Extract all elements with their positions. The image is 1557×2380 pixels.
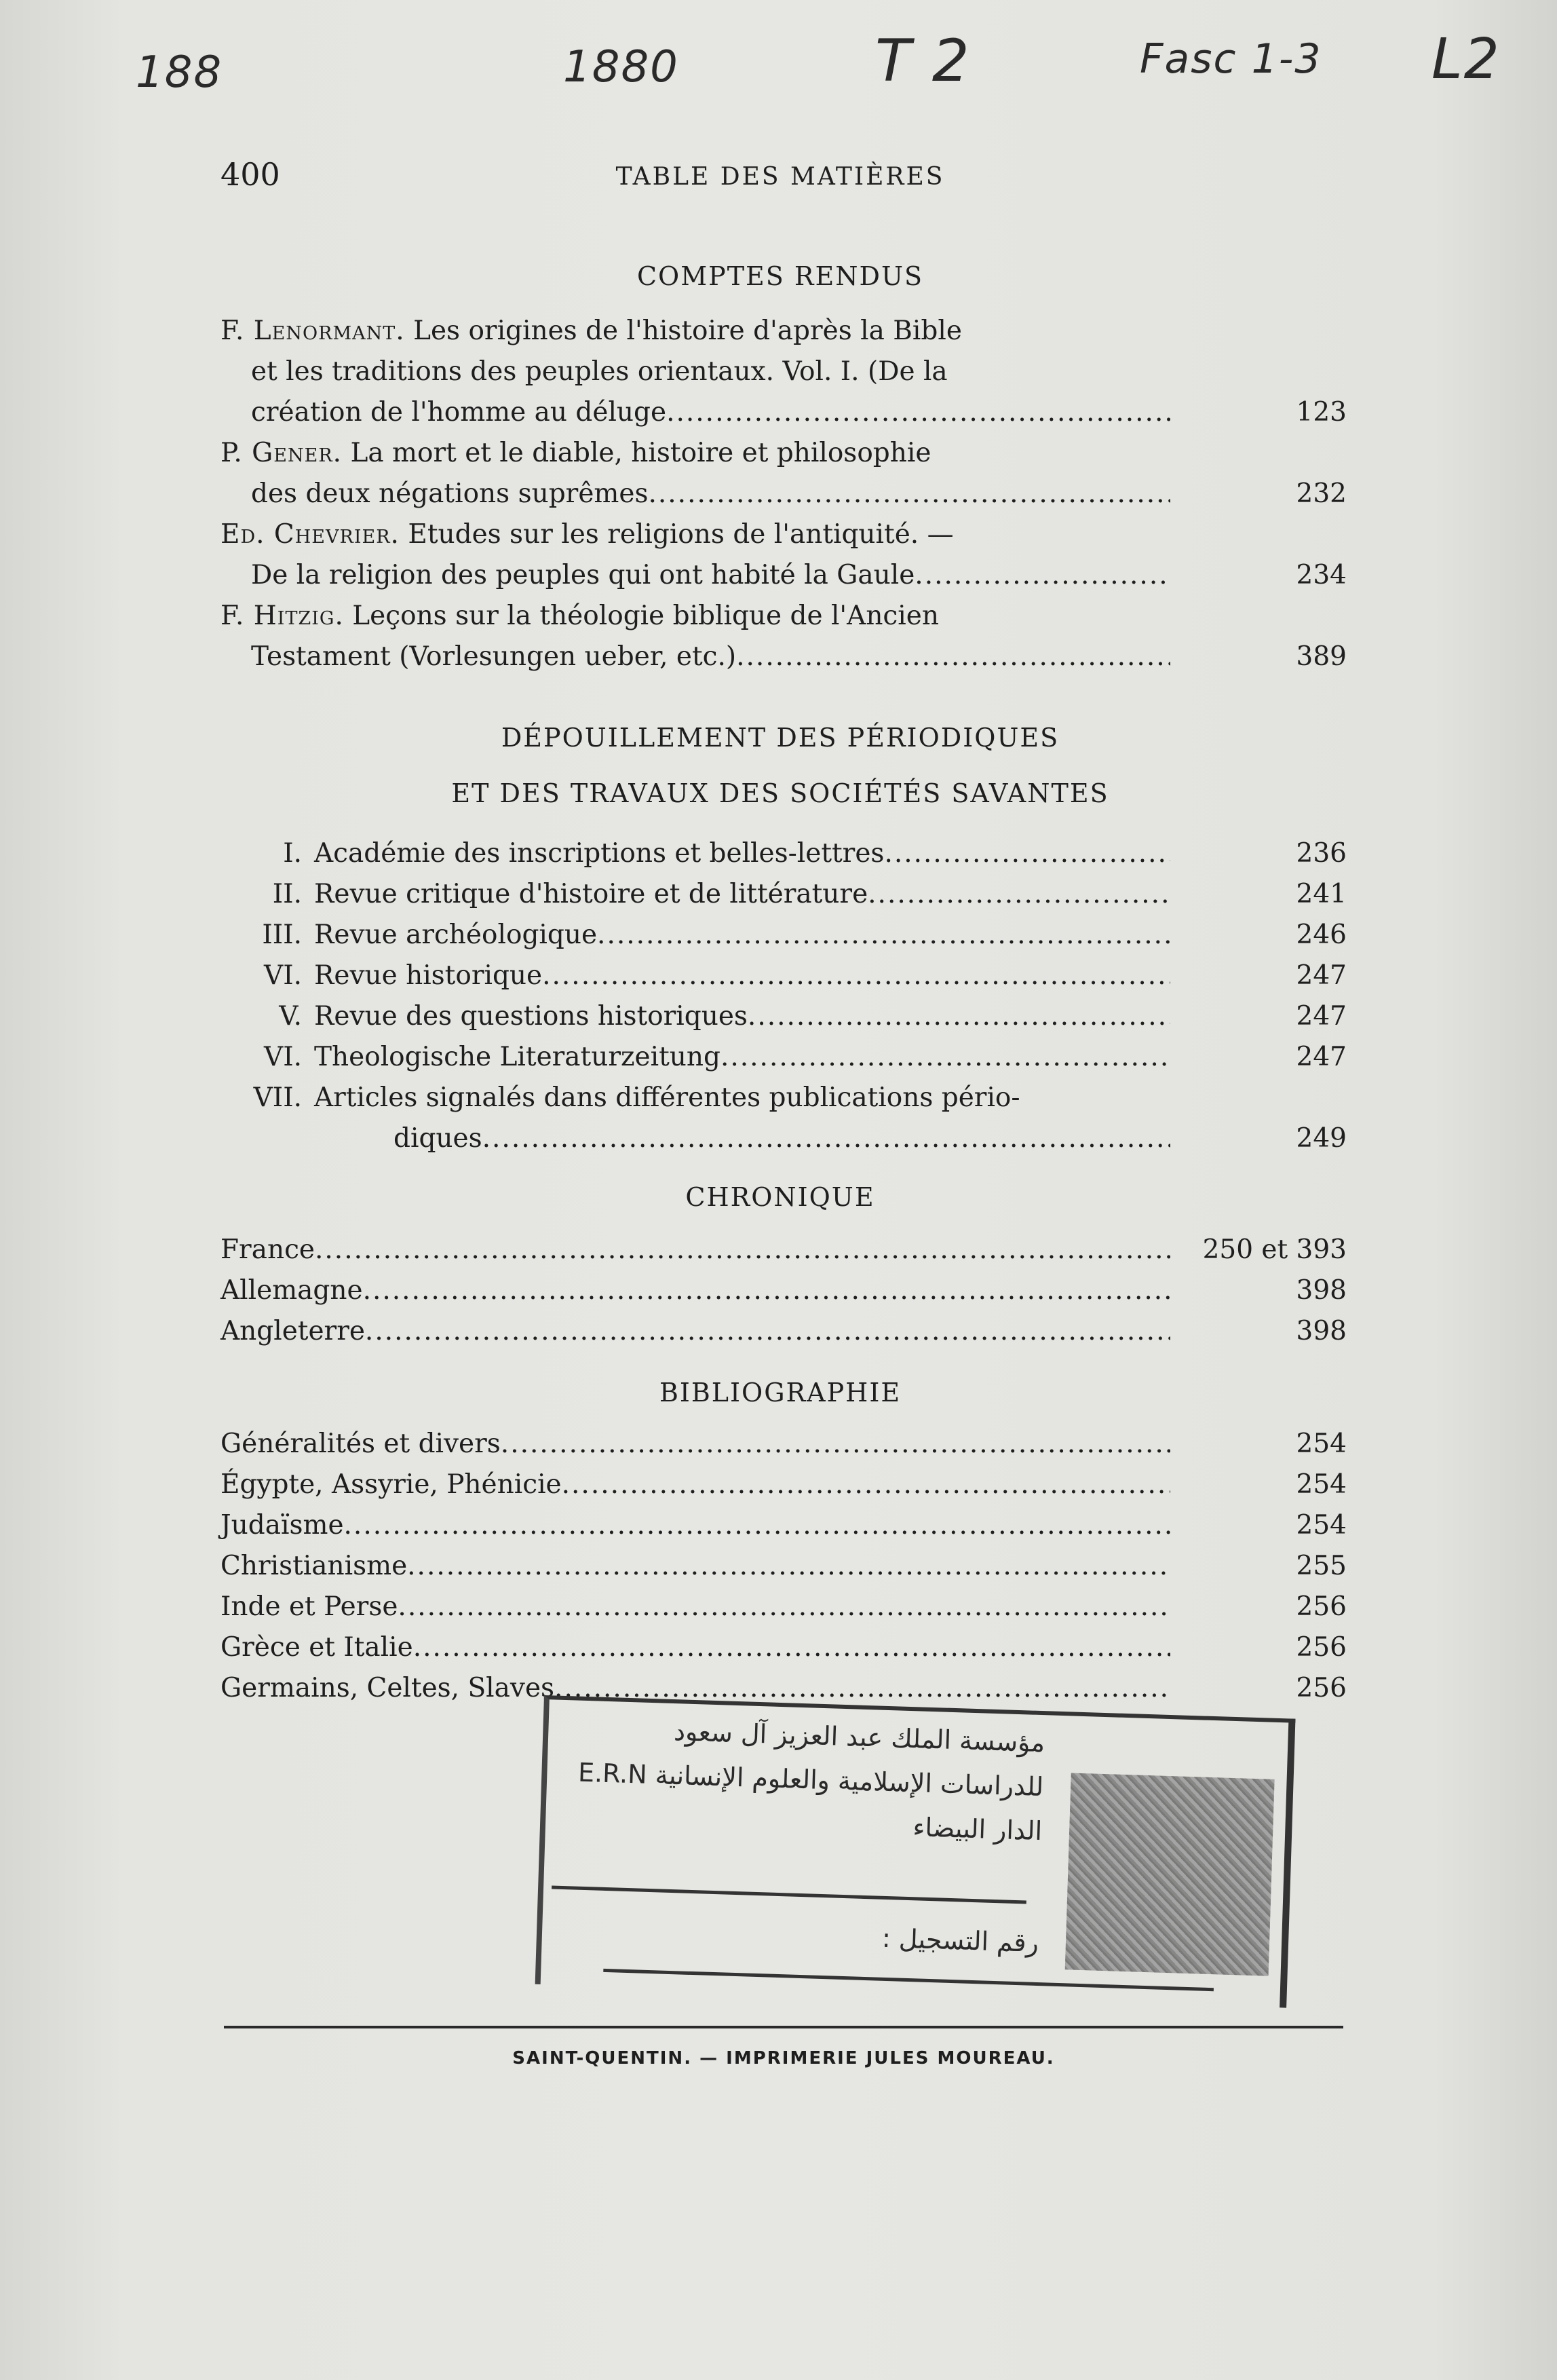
printer-footer: SAINT-QUENTIN. — IMPRIMERIE JULES MOUREAU.: [512, 2048, 1055, 2069]
entry-author: F. Hitzig.: [220, 601, 344, 631]
entry-title: Leçons sur la théologie biblique de l'Ancien: [352, 601, 939, 631]
list-item: [220, 1424, 1347, 1465]
stamp-text-line2: للدراسات الإسلامية والعلوم الإنسانية E.R.N: [577, 1757, 1044, 1802]
item-page: 254: [1296, 1429, 1347, 1459]
section-heading-chronique: CHRONIQUE: [685, 1182, 875, 1212]
entry-title: Etudes sur les religions de l'antiquité. —: [408, 519, 954, 550]
stamp-text-line4: رقم التسجيل :: [881, 1923, 1039, 1959]
item-page: 249: [1296, 1123, 1347, 1154]
entry-title-cont: des deux négations suprêmes: [251, 478, 649, 509]
item-title: Allemagne: [220, 1275, 363, 1306]
item-title: Revue des questions historiques: [314, 1001, 748, 1032]
handwritten-note-1: 188: [136, 48, 223, 98]
item-page: 247: [1296, 1042, 1347, 1072]
item-title: Revue critique d'histoire et de littérature: [314, 879, 868, 909]
entry-page: 389: [1296, 641, 1347, 672]
list-item: [220, 1505, 1347, 1546]
entry-author: F. Lenormant.: [220, 316, 405, 346]
item-title: Christianisme: [220, 1551, 408, 1581]
entry-title: Les origines de l'histoire d'après la Bible: [413, 316, 962, 346]
item-page: 250 et 393: [1202, 1234, 1347, 1265]
section-heading-comptes-rendus: COMPTES RENDUS: [636, 261, 924, 291]
item-page: 246: [1296, 920, 1347, 950]
list-item: [220, 1465, 1347, 1505]
item-page: 255: [1296, 1551, 1347, 1581]
entry-page: 232: [1296, 478, 1347, 509]
item-title: Articles signalés dans différentes publications pério-: [314, 1082, 1020, 1113]
item-title: Grèce et Italie: [220, 1632, 413, 1663]
item-number: VI.: [264, 960, 302, 991]
stamp-image: [1065, 1773, 1275, 1976]
item-title: Angleterre: [220, 1316, 365, 1346]
item-page: 247: [1296, 960, 1347, 991]
section-heading-bibliographie: BIBLIOGRAPHIE: [659, 1378, 902, 1408]
item-title: France: [220, 1234, 315, 1265]
list-item: [220, 1230, 1347, 1270]
item-number: I.: [283, 838, 302, 869]
item-page: 398: [1296, 1275, 1347, 1306]
item-page: 247: [1296, 1001, 1347, 1032]
item-number: VII.: [253, 1082, 302, 1113]
toc-entry: [220, 311, 1347, 433]
entry-title-cont: Testament (Vorlesungen ueber, etc.): [251, 641, 737, 672]
item-title: Germains, Celtes, Slaves: [220, 1673, 555, 1703]
list-item: [220, 956, 1347, 996]
item-title: Judaïsme: [220, 1510, 344, 1541]
library-stamp: [521, 1681, 1297, 2024]
toc-entry: [220, 433, 1347, 514]
item-page: 254: [1296, 1469, 1347, 1500]
list-item: [220, 915, 1347, 956]
item-number: V.: [279, 1001, 302, 1032]
list-item: [220, 833, 1347, 874]
handwritten-note-2: 1880: [563, 42, 679, 92]
item-title: Académie des inscriptions et belles-lettres: [314, 838, 885, 869]
entry-author: Ed. Chevrier.: [220, 519, 400, 550]
stamp-text-line3: الدار البيضاء: [912, 1812, 1043, 1847]
item-page: 398: [1296, 1316, 1347, 1346]
footer-rule: [224, 2026, 1343, 2028]
entry-page: 234: [1296, 560, 1347, 590]
list-item: [220, 1627, 1347, 1668]
item-title: Revue archéologique: [314, 920, 598, 950]
list-item: [220, 1311, 1347, 1352]
item-title: Égypte, Assyrie, Phénicie: [220, 1469, 562, 1500]
toc-entry: [220, 596, 1347, 677]
item-number: II.: [272, 879, 302, 909]
section-heading-depouillement: DÉPOUILLEMENT DES PÉRIODIQUES: [501, 723, 1060, 753]
list-item: [220, 1037, 1347, 1078]
item-page: 241: [1296, 879, 1347, 909]
item-number: III.: [262, 920, 302, 950]
list-item: [220, 1270, 1347, 1311]
item-title: Revue historique: [314, 960, 543, 991]
handwritten-note-3: T 2: [875, 27, 971, 95]
handwritten-note-5: L2: [1431, 27, 1501, 92]
entry-author: P. Gener.: [220, 438, 343, 468]
item-title-cont: diques: [393, 1123, 482, 1154]
entry-page: 123: [1296, 397, 1347, 428]
entry-title: La mort et le diable, histoire et philosophie: [350, 438, 931, 468]
entry-title-cont: création de l'homme au déluge: [251, 397, 667, 428]
running-title: TABLE DES MATIÈRES: [615, 163, 945, 191]
item-page: 236: [1296, 838, 1347, 869]
handwritten-note-4: Fasc 1-3: [1140, 35, 1322, 83]
page-number: 400: [220, 156, 280, 193]
list-item: [220, 1587, 1347, 1627]
list-item: [220, 874, 1347, 915]
running-header: [220, 156, 1340, 197]
item-number: VI.: [264, 1042, 302, 1072]
section-subheading-depouillement: ET DES TRAVAUX DES SOCIÉTÉS SAVANTES: [451, 778, 1109, 808]
entry-title-cont: De la religion des peuples qui ont habité la Gaule: [251, 560, 915, 590]
toc-entry: [220, 514, 1347, 596]
list-item: [220, 996, 1347, 1037]
stamp-text-line1: مؤسسة الملك عبد العزيز آل سعود: [673, 1716, 1045, 1758]
list-item: [220, 1546, 1347, 1587]
list-item: [220, 1078, 1347, 1159]
item-page: 254: [1296, 1510, 1347, 1541]
item-page: 256: [1296, 1591, 1347, 1622]
item-title: Theologische Literaturzeitung: [314, 1042, 720, 1072]
item-page: 256: [1296, 1632, 1347, 1663]
item-page: 256: [1296, 1673, 1347, 1703]
item-title: Inde et Perse: [220, 1591, 398, 1622]
item-title: Généralités et divers: [220, 1429, 501, 1459]
entry-title-cont: et les traditions des peuples orientaux. Vol. I. (De la: [251, 356, 948, 387]
